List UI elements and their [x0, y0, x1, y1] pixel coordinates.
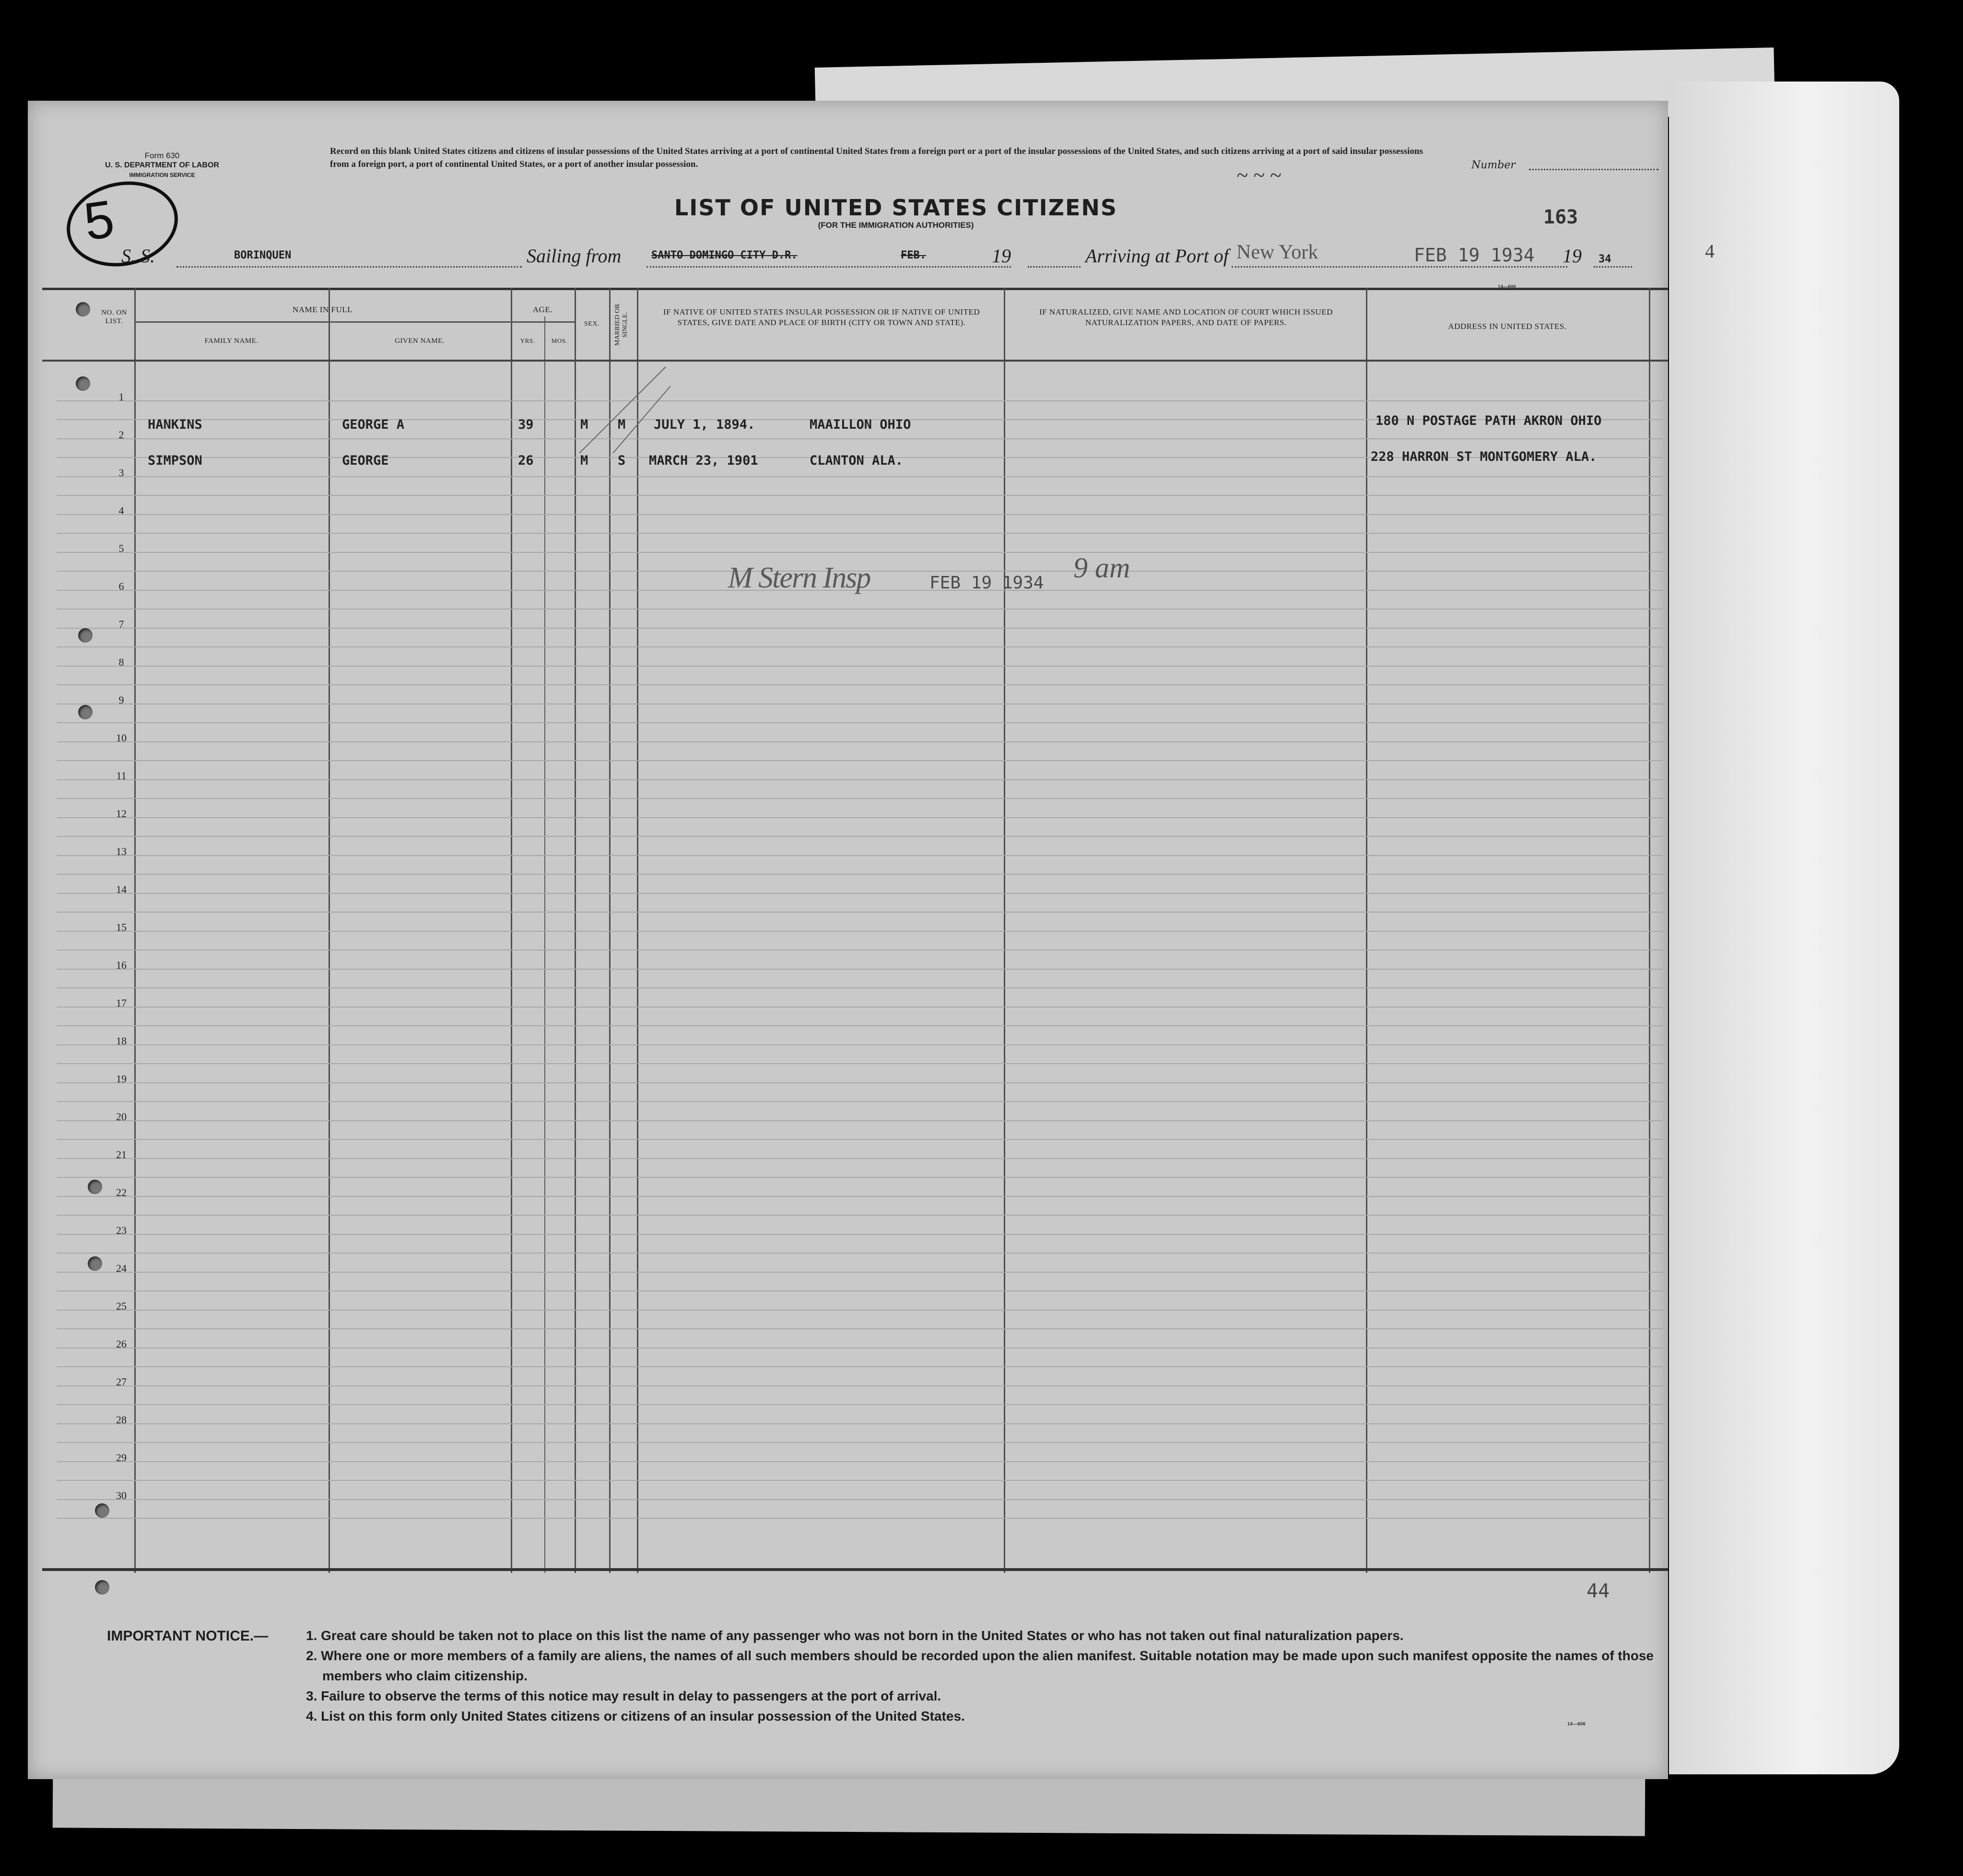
- row-rule: [57, 969, 1663, 970]
- row-number: 2: [118, 429, 124, 441]
- number-label: Number: [1471, 159, 1516, 171]
- number-field: [1529, 169, 1658, 170]
- sailing-port-line: [646, 266, 1011, 268]
- page-subtitle: (FOR THE IMMIGRATION AUTHORITIES): [818, 221, 974, 230]
- binder-hole: [78, 628, 93, 643]
- passenger-2-birth-date: MARCH 23, 1901: [649, 453, 758, 468]
- header-birth: IF NATIVE OF UNITED STATES INSULAR POSSESSION OR IF NATIVE OF UNITED STATES, GIVE DATE AND PLACE OF BIRTH (CITY OR TOWN AND STATE).: [663, 307, 980, 327]
- row-rule: [57, 438, 1663, 439]
- passenger-1-family-name: HANKINS: [148, 417, 202, 432]
- row-number: 9: [118, 694, 124, 706]
- row-rule: [57, 1423, 1663, 1424]
- row-number: 7: [118, 618, 124, 630]
- row-number: 11: [116, 770, 127, 782]
- passenger-2-marital: S: [618, 453, 626, 468]
- page-title: LIST OF UNITED STATES CITIZENS: [674, 195, 1118, 221]
- passenger-2-birth-place: CLANTON ALA.: [810, 453, 904, 468]
- row-rule: [57, 1328, 1663, 1329]
- sailing-label: Sailing from: [527, 245, 622, 267]
- header-sex: SEX.: [584, 320, 599, 328]
- arrival-date-stamp: FEB 19 1934: [1414, 245, 1535, 266]
- header-address: ADDRESS IN UNITED STATES.: [1448, 322, 1567, 331]
- cancel-stroke: [575, 362, 670, 458]
- row-rule: [57, 1101, 1663, 1102]
- row-number: 12: [116, 808, 127, 820]
- row-rule: [57, 779, 1663, 780]
- department-name: U. S. DEPARTMENT OF LABOR: [105, 161, 219, 169]
- header-married-single: MARRIED OR SINGLE.: [614, 304, 629, 346]
- background-sheet-bottom: [53, 1770, 1646, 1836]
- header-print-code: 14—606: [1498, 284, 1516, 290]
- passenger-2-given-name: GEORGE: [342, 453, 389, 468]
- arrival-port: New York: [1236, 241, 1318, 263]
- row-rule: [57, 628, 1663, 629]
- row-rule: [57, 666, 1663, 667]
- sheet-number: 163: [1543, 206, 1578, 228]
- row-rule: [57, 1385, 1663, 1386]
- row-rule: [57, 1177, 1663, 1178]
- year-prefix-1: 19: [992, 245, 1011, 267]
- binder-hole: [76, 376, 90, 391]
- row-rule: [57, 495, 1663, 496]
- passenger-1-birth-place: MAAILLON OHIO: [810, 417, 911, 432]
- header-age: AGE.: [532, 305, 553, 314]
- row-number: 10: [116, 732, 127, 744]
- passenger-1-age: 39: [518, 417, 534, 432]
- row-number: 29: [116, 1452, 127, 1464]
- row-rule: [57, 400, 1663, 401]
- row-number: 3: [118, 467, 124, 479]
- row-rule: [57, 798, 1663, 799]
- row-rule: [57, 552, 1663, 553]
- row-number: 6: [118, 580, 124, 592]
- page-number: 44: [1587, 1580, 1610, 1602]
- form-identifier: [90, 151, 234, 180]
- row-rule: [57, 1158, 1663, 1159]
- passenger-table: [42, 288, 1668, 1575]
- col-divider-yrs: [544, 317, 545, 1573]
- row-number: 30: [116, 1489, 127, 1501]
- notice-item-3: 3. Failure to observe the terms of this notice may result in delay to passengers at the port of arrival.: [306, 1688, 941, 1703]
- header-name-in-full: NAME IN FULL: [293, 305, 353, 314]
- passenger-2-address: 228 HARRON ST MONTGOMERY ALA.: [1371, 449, 1597, 464]
- notice-item-4: 4. List on this form only United States citizens or citizens of an insular possession of the United States.: [306, 1709, 965, 1724]
- row-rule: [57, 855, 1663, 856]
- row-number: 4: [118, 504, 124, 516]
- row-rule: [57, 1196, 1663, 1197]
- row-rule: [57, 1215, 1663, 1216]
- row-rule: [57, 1461, 1663, 1462]
- row-rule: [57, 1044, 1663, 1045]
- row-rule: [57, 722, 1663, 723]
- ship-name-line: [176, 266, 522, 268]
- row-number: 18: [116, 1035, 127, 1047]
- row-number: 16: [116, 959, 127, 971]
- row-rule: [57, 1139, 1663, 1140]
- inspection-time: 9 am: [1073, 552, 1130, 584]
- row-number: 15: [116, 921, 127, 933]
- row-number: 25: [116, 1300, 127, 1312]
- row-rule: [57, 684, 1663, 685]
- arrival-year: 34: [1599, 253, 1611, 265]
- header-family-name: FAMILY NAME.: [204, 337, 259, 345]
- margin-scrawl: ~ ~ ~: [1236, 164, 1281, 187]
- row-rule: [57, 1063, 1663, 1064]
- row-rule: [57, 476, 1663, 477]
- arriving-label: Arriving at Port of: [1085, 245, 1229, 267]
- row-rule: [57, 609, 1663, 610]
- row-rule: [57, 1518, 1663, 1519]
- row-rule: [57, 817, 1663, 818]
- passenger-1-sex: M: [580, 417, 588, 432]
- row-number: 26: [116, 1338, 127, 1350]
- row-number: 28: [116, 1414, 127, 1426]
- table-bottom-rule: [42, 1568, 1668, 1571]
- name-header-underline: [134, 321, 575, 323]
- row-rule: [57, 1290, 1663, 1291]
- row-rule: [57, 1082, 1663, 1083]
- binder-hole: [76, 302, 90, 317]
- arrival-port-line: [1232, 266, 1567, 268]
- row-rule: [57, 760, 1663, 761]
- footer-print-code: 14—606: [1567, 1722, 1586, 1727]
- notice-list: [306, 1626, 1687, 1726]
- form-instructions: Record on this blank United States citizens and citizens of insular possessions of the United States arriving at a port of continental United States from a foreign port or a port of the insular possessions of the United States, and such citizens arriving at a port of said insular possessions from a foreign port, a port of continental United States, or a port of another insular possession.: [330, 146, 1423, 169]
- passenger-1-birth-date: JULY 1, 1894.: [654, 417, 755, 432]
- header-age-yrs: YRS.: [520, 337, 535, 344]
- row-rule: [57, 893, 1663, 894]
- row-rule: [57, 987, 1663, 988]
- row-rule: [57, 1025, 1663, 1026]
- row-number: 5: [118, 542, 124, 554]
- margin-mark: 4: [1705, 240, 1715, 262]
- row-number: 24: [116, 1262, 127, 1274]
- row-number: 20: [116, 1111, 127, 1123]
- notice-item-2: 2. Where one or more members of a family are aliens, the names of all such members should be recorded upon the alien manifest. Suitable notation may be made upon such manifest opposite the names of those members who claim citizenship.: [306, 1648, 1654, 1683]
- passenger-1-marital: M: [618, 417, 626, 432]
- passenger-2-age: 26: [518, 453, 534, 468]
- row-rule: [57, 1442, 1663, 1443]
- header-bottom-rule: [42, 360, 1668, 362]
- row-number: 27: [116, 1376, 127, 1388]
- row-number: 17: [116, 997, 127, 1009]
- row-number: 22: [116, 1186, 127, 1198]
- ship-name: BORINQUEN: [234, 249, 292, 261]
- row-rule: [57, 1366, 1663, 1367]
- header-given-name: GIVEN NAME.: [395, 337, 445, 345]
- manifest-page: [28, 101, 1668, 1779]
- row-rule: [57, 533, 1663, 534]
- row-rule: [57, 646, 1663, 647]
- row-rule: [57, 1480, 1663, 1481]
- row-rule: [57, 1272, 1663, 1273]
- header-age-mos: MOS.: [551, 337, 568, 344]
- form-number: Form 630: [144, 151, 180, 160]
- row-number: 14: [116, 883, 127, 895]
- row-rule: [57, 1120, 1663, 1121]
- background-sheet-right: [1669, 82, 1899, 1774]
- row-rule: [57, 1310, 1663, 1311]
- sailing-port: SANTO DOMINGO CITY D.R.: [651, 249, 798, 261]
- header-no-on-list: NO. ON LIST.: [101, 309, 127, 325]
- row-number: 23: [116, 1224, 127, 1236]
- passenger-1-address: 180 N POSTAGE PATH AKRON OHIO: [1375, 413, 1602, 428]
- ss-label: S. S.: [121, 245, 155, 267]
- row-rule: [57, 1404, 1663, 1405]
- passenger-2-family-name: SIMPSON: [148, 453, 202, 468]
- row-rule: [57, 1234, 1663, 1235]
- row-rule: [57, 514, 1663, 515]
- row-rule: [57, 931, 1663, 932]
- inspector-signature-image: M Stern Insp: [728, 562, 870, 594]
- row-number: 8: [118, 656, 124, 668]
- binder-hole: [95, 1580, 109, 1595]
- passenger-1-given-name: GEORGE A: [342, 417, 405, 432]
- notice-item-1: 1. Great care should be taken not to place on this list the name of any passenger who was not born in the United States or who has not taken out final naturalization papers.: [306, 1628, 1404, 1643]
- row-rule: [57, 1253, 1663, 1254]
- inspection-date-stamp: FEB 19 1934: [929, 573, 1044, 593]
- notice-title: IMPORTANT NOTICE.—: [107, 1628, 269, 1644]
- row-number: 21: [116, 1149, 127, 1161]
- row-rule: [57, 874, 1663, 875]
- circled-number: 5: [80, 189, 118, 252]
- binder-hole: [88, 1256, 102, 1271]
- row-rule: [57, 912, 1663, 913]
- row-rule: [57, 836, 1663, 837]
- binder-hole: [78, 705, 93, 719]
- sailing-month: FEB.: [901, 249, 926, 261]
- row-number: 19: [116, 1073, 127, 1085]
- row-rule: [57, 1007, 1663, 1008]
- service-name: IMMIGRATION SERVICE: [129, 172, 195, 178]
- year-line-1: [1028, 266, 1081, 268]
- row-number: 1: [118, 391, 124, 403]
- year-line-2: [1594, 266, 1632, 268]
- passenger-2-sex: M: [580, 453, 588, 468]
- binder-hole: [95, 1503, 109, 1518]
- row-rule: [57, 741, 1663, 742]
- row-number: 13: [116, 845, 127, 857]
- row-rule: [57, 1499, 1663, 1500]
- header-naturalized: IF NATURALIZED, GIVE NAME AND LOCATION OF COURT WHICH ISSUED NATURALIZATION PAPERS, AND DATE OF PAPERS.: [1039, 307, 1333, 327]
- binder-hole: [88, 1180, 102, 1194]
- year-prefix-2: 19: [1563, 245, 1582, 267]
